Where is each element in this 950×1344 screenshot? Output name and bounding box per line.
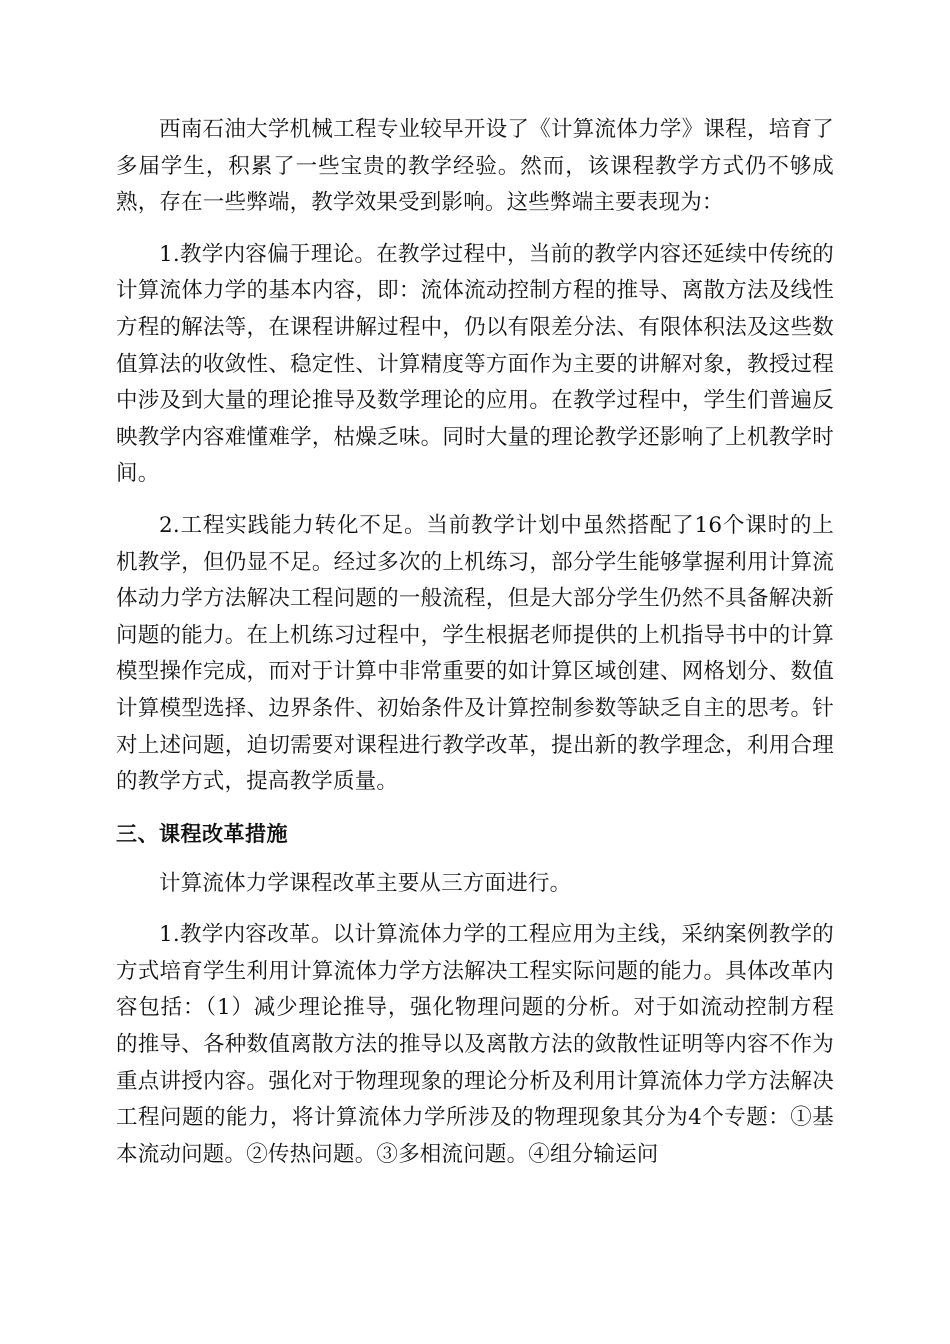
section-heading: 三、课程改革措施 bbox=[116, 821, 288, 846]
body-paragraph: 1.教学内容偏于理论。在教学过程中，当前的教学内容还延续中传统的计算流体力学的基本内容，即：流体流动控制方程的推导、离散方法及线性方程的解法等，在课程讲解过程中，仍以有限差分法、有限体积法及这些数值算法的收敛性、稳定性、计算精度等方面作为主要的讲解对象，教授过程中涉及到大量的理论推导及数学理论的应用。在教学过程中，学生们普遍反映教学内容难懂难学，枯燥乏味。同时大量的理论教学还影响了上机教学时间。 bbox=[116, 241, 834, 487]
body-paragraph: 计算流体力学课程改革主要从三方面进行。 bbox=[159, 870, 572, 896]
body-paragraph: 西南石油大学机械工程专业较早开设了《计算流体力学》课程，培育了多届学生，积累了一些宝贵的教学经验。然而，该课程教学方式仍不够成熟，存在一些弊端，教学效果受到影响。这些弊端主要表现为： bbox=[116, 117, 834, 216]
body-paragraph: 2.工程实践能力转化不足。当前教学计划中虽然搭配了16个课时的上机教学，但仍显不足。经过多次的上机练习，部分学生能够掌握利用计算流体动力学方法解决工程问题的一般流程，但是大部分学生仍然不具备解决新问题的能力。在上机练习过程中，学生根据老师提供的上机指导书中的计算模型操作完成，而对于计算中非常重要的如计算区域创建、网格划分、数值计算模型选择、边界条件、初始条件及计算控制参数等缺乏自主的思考。针对上述问题，迫切需要对课程进行教学改革，提出新的教学理念，利用合理的教学方式，提高教学质量。 bbox=[116, 512, 834, 795]
body-paragraph: 1.教学内容改革。以计算流体力学的工程应用为主线，采纳案例教学的方式培育学生利用计算流体力学方法解决工程实际问题的能力。具体改革内容包括：（1）减少理论推导，强化物理问题的分析。对于如流动控制方程的推导、各种数值离散方法的推导以及离散方法的敛散性证明等内容不作为重点讲授内容。强化对于物理现象的理论分析及利用计算流体力学方法解决工程问题的能力，将计算流体力学所涉及的物理现象其分为4个专题：①基本流动问题。②传热问题。③多相流问题。④组分输运问 bbox=[116, 922, 834, 1167]
document-page bbox=[116, 112, 834, 1188]
